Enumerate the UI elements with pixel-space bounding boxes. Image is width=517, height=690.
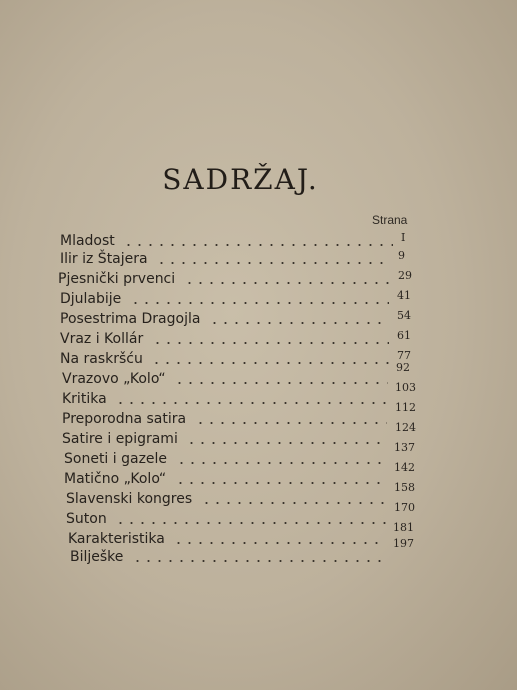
toc-entry-title: Bilješke [70, 549, 124, 565]
toc-entry-title: Vraz i Kollár [60, 331, 144, 347]
toc-leader-dots [175, 482, 386, 484]
toc-entry-page-number: 54 [397, 309, 411, 322]
toc-leader-dots [184, 282, 390, 284]
toc-entry-page-number: 158 [394, 481, 415, 494]
toc-leader-dots [156, 262, 390, 264]
toc-entry-title: Pjesnički prvenci [58, 271, 176, 287]
toc-entry-page-number: 124 [395, 421, 416, 434]
toc-entry-title: Posestrima Dragojla [60, 311, 201, 327]
toc-entry [58, 269, 412, 291]
toc-entry-page-number: 181 [393, 521, 414, 534]
toc-entry [60, 249, 405, 271]
toc-entry-page-number: I [401, 231, 406, 244]
page-column-header: Strana [372, 213, 408, 227]
toc-entry-title: Vrazovo „Kolo“ [62, 371, 166, 387]
toc-entry-page-number: 29 [398, 269, 412, 282]
toc-entry-title: Na raskršću [60, 351, 143, 367]
toc-entry [60, 231, 406, 253]
toc-entry-title: Satire i epigrami [62, 431, 178, 447]
toc-entry-page-number: 92 [396, 361, 410, 374]
toc-entry-page-number: 61 [397, 329, 411, 342]
toc-entry-title: Kritika [62, 391, 107, 407]
toc-entry-title: Suton [66, 511, 107, 527]
toc-entry-title: Djulabije [60, 291, 122, 307]
toc-leader-dots [195, 422, 387, 424]
toc-entry-title: Mladost [60, 233, 115, 249]
toc-entry-page-number: 170 [394, 501, 415, 514]
toc-entry-page-number: 142 [394, 461, 415, 474]
toc-entry-title: Matično „Kolo“ [64, 471, 167, 487]
toc-entry [60, 289, 411, 311]
toc-entry-page-number: 137 [394, 441, 415, 454]
toc-entry-page-number: 77 [397, 349, 411, 362]
toc-leader-dots [123, 244, 393, 246]
toc-leader-dots [176, 462, 386, 464]
toc-leader-dots [151, 362, 389, 364]
toc-entry-title: Preporodna satira [62, 411, 187, 427]
page-title: SADRŽAJ. [162, 163, 319, 196]
toc-leader-dots [115, 522, 386, 524]
toc-leader-dots [209, 322, 389, 324]
toc-entry-page-number: 9 [398, 249, 405, 262]
toc-leader-dots [132, 560, 385, 562]
toc-leader-dots [201, 502, 386, 504]
toc-entry-page-number: 112 [395, 401, 416, 414]
toc-leader-dots [152, 342, 389, 344]
toc-entry [60, 329, 411, 351]
toc-leader-dots [173, 542, 385, 544]
toc-entry-title: Ilir iz Štajera [60, 251, 148, 267]
toc-entry-page-number: 41 [397, 289, 411, 302]
toc-leader-dots [130, 302, 389, 304]
toc-entry-title: Slavenski kongres [66, 491, 193, 507]
toc-leader-dots [174, 382, 388, 384]
toc-entry [60, 309, 411, 331]
toc-entry-page-number: 103 [395, 381, 416, 394]
toc-entry-title: Karakteristika [68, 531, 165, 547]
toc-leader-dots [115, 402, 387, 404]
toc-leader-dots [186, 442, 387, 444]
toc-entry-title: Soneti i gazele [64, 451, 168, 467]
toc-entry-page-number: 197 [393, 537, 414, 550]
